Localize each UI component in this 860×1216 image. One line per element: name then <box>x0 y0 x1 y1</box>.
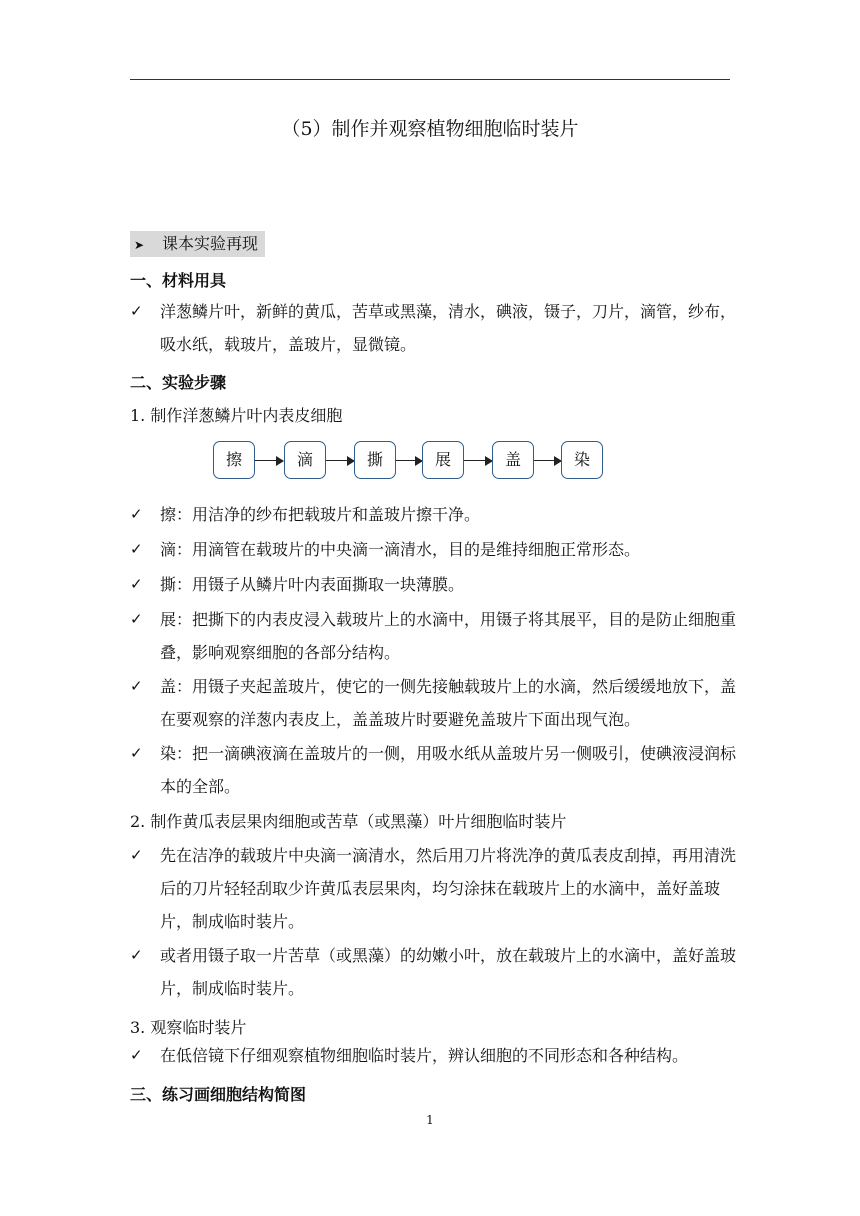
list-item <box>130 568 740 601</box>
list-item <box>130 1039 740 1072</box>
step-2-label: 2. 制作黄瓜表层果肉细胞或苦草（或黑藻）叶片细胞临时装片 <box>130 812 567 831</box>
list-item <box>130 295 740 361</box>
section-tag-label: 课本实验再现 <box>162 234 259 253</box>
list-item-text: 洋葱鳞片叶，新鲜的黄瓜，苦草或黑藻，清水，碘液，镊子，刀片，滴管，纱布，吸水纸，载玻片，盖玻片，显微镜。 <box>160 302 737 354</box>
check-icon: ✓ <box>130 744 143 762</box>
list-item <box>130 670 740 736</box>
list-item-text: 先在洁净的载玻片中央滴一滴清水，然后用刀片将洗净的黄瓜表皮刮掉，再用清洗后的刀片轻轻刮取少许黄瓜表层果肉，均匀涂抹在载玻片上的水滴中，盖好盖玻片，制成临时装片。 <box>160 846 737 931</box>
heading-steps: 二、实验步骤 <box>130 373 227 392</box>
arrow-right-icon <box>396 460 422 461</box>
step-3-label: 3. 观察临时装片 <box>130 1018 247 1037</box>
list-item-text: 展：把撕下的内表皮浸入载玻片上的水滴中，用镊子将其展平，目的是防止细胞重叠，影响观察细胞的各部分结构。 <box>160 610 737 662</box>
list-item-text: 或者用镊子取一片苦草（或黑藻）的幼嫩小叶，放在载玻片上的水滴中，盖好盖玻片，制成临时装片。 <box>160 946 737 998</box>
list-item <box>130 498 740 531</box>
check-icon: ✓ <box>130 575 143 593</box>
arrow-bullet-icon: ➤ <box>134 238 145 252</box>
flow-step-tear: 撕 <box>354 441 396 479</box>
flow-step-spread: 展 <box>422 441 464 479</box>
heading-materials: 一、材料用具 <box>130 271 227 290</box>
check-icon: ✓ <box>130 846 143 864</box>
flow-step-wipe: 擦 <box>213 441 255 479</box>
section-tag <box>130 231 265 257</box>
list-item-text: 染：把一滴碘液滴在盖玻片的一侧，用吸水纸从盖玻片另一侧吸引，使碘液浸润标本的全部。 <box>160 744 737 796</box>
procedure-flow <box>213 441 613 479</box>
flow-step-drop: 滴 <box>284 441 326 479</box>
check-icon: ✓ <box>130 946 143 964</box>
header-rule <box>130 79 730 80</box>
list-item-text: 滴：用滴管在载玻片的中央滴一滴清水，目的是维持细胞正常形态。 <box>160 540 641 559</box>
list-item-text: 撕：用镊子从鳞片叶内表面撕取一块薄膜。 <box>160 575 465 594</box>
check-icon: ✓ <box>130 610 143 628</box>
check-icon: ✓ <box>130 677 143 695</box>
page-number: 1 <box>426 1113 434 1127</box>
arrow-right-icon <box>326 460 354 461</box>
arrow-right-icon <box>534 460 561 461</box>
check-icon: ✓ <box>130 302 143 320</box>
list-item-text: 在低倍镜下仔细观察植物细胞临时装片，辨认细胞的不同形态和各种结构。 <box>160 1046 689 1065</box>
list-item-text: 擦：用洁净的纱布把载玻片和盖玻片擦干净。 <box>160 505 481 524</box>
flow-step-cover: 盖 <box>492 441 534 479</box>
list-item <box>130 603 740 669</box>
list-item <box>130 533 740 566</box>
flow-step-stain: 染 <box>561 441 603 479</box>
arrow-right-icon <box>255 460 283 461</box>
check-icon: ✓ <box>130 1046 143 1064</box>
check-icon: ✓ <box>130 505 143 523</box>
list-item-text: 盖：用镊子夹起盖玻片，使它的一侧先接触载玻片上的水滴，然后缓缓地放下，盖在要观察的洋葱内表皮上，盖盖玻片时要避免盖玻片下面出现气泡。 <box>160 677 737 729</box>
list-item <box>130 737 740 803</box>
heading-drawing: 三、练习画细胞结构简图 <box>130 1085 307 1104</box>
list-item <box>130 939 740 1005</box>
step-1-label: 1. 制作洋葱鳞片叶内表皮细胞 <box>130 406 343 425</box>
list-item <box>130 839 740 938</box>
arrow-right-icon <box>464 460 492 461</box>
page-title: （5）制作并观察植物细胞临时装片 <box>281 118 579 140</box>
check-icon: ✓ <box>130 540 143 558</box>
